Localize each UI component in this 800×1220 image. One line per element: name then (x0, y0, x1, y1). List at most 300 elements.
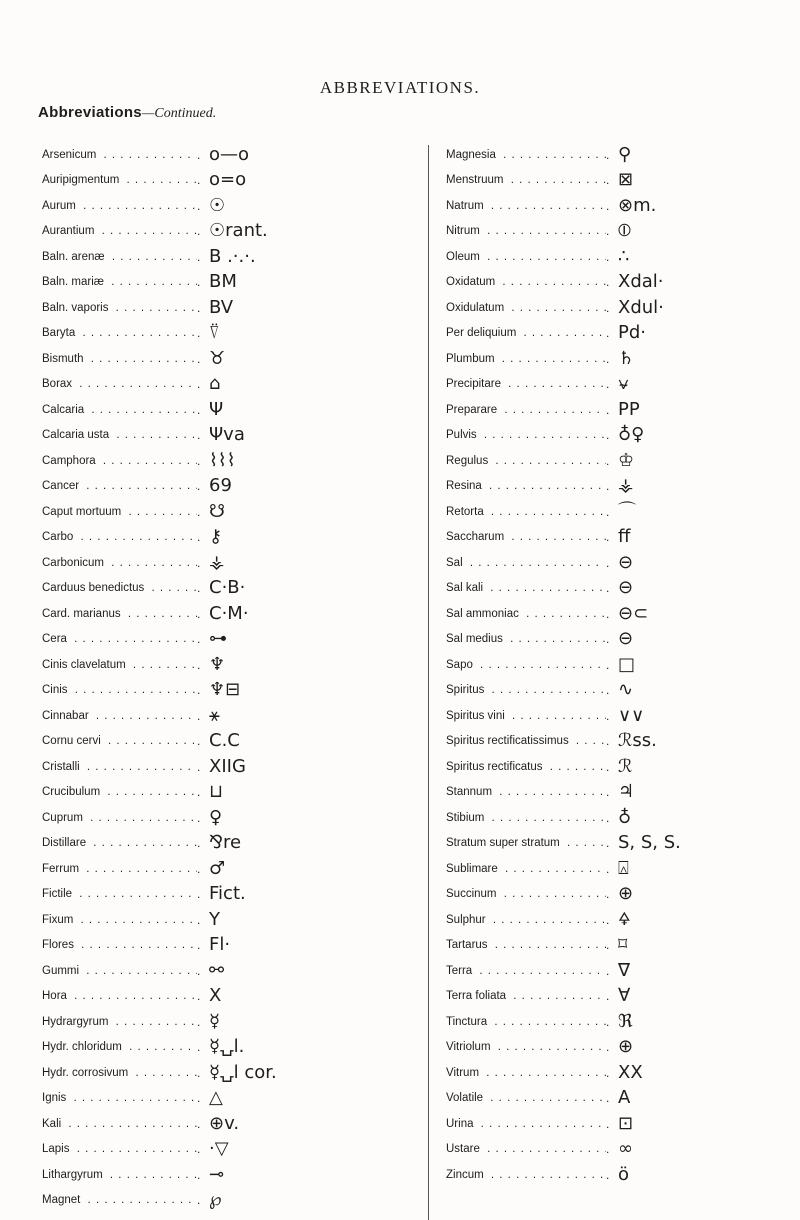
entry-term-text: Volatile (446, 1092, 486, 1104)
entry-term (446, 1169, 606, 1181)
leader-dot: . (197, 836, 201, 851)
entry-term (42, 914, 197, 926)
entry-symbol: ⌒ (618, 500, 636, 522)
leader-dot: . (197, 734, 201, 749)
entry-term-text: Baln. mariæ (42, 276, 107, 288)
entry-term-text: Arsenicum (42, 149, 99, 161)
entry-term (42, 353, 197, 365)
leader-dot: . (197, 683, 201, 698)
entry-term (446, 710, 606, 722)
entry-symbol: ⌂ (209, 373, 221, 395)
entry-term-text: Crucibulum (42, 786, 103, 798)
leader-dot: . (197, 224, 201, 239)
entry-symbol: ∇ (618, 959, 631, 981)
entry-term (42, 863, 197, 875)
leader-dot: . (606, 1116, 610, 1131)
entry-symbol: ⍢ (209, 322, 220, 344)
entry-symbol: o=o (209, 169, 247, 191)
entry-term-text: Flores (42, 939, 77, 951)
leader-dot: . (197, 810, 201, 825)
entry-term (42, 1143, 197, 1155)
abbreviation-entry (446, 270, 796, 296)
entry-term-text: Distillare (42, 837, 89, 849)
leader-dot: . (197, 989, 201, 1004)
leader-dot: . (197, 1091, 201, 1106)
column-divider (428, 145, 429, 1220)
entry-symbol: Xdul· (618, 296, 664, 318)
abbreviation-entry (446, 295, 796, 321)
abbreviation-entry (42, 1009, 402, 1035)
entry-symbol: ⊕v. (209, 1112, 240, 1134)
section-title-continued: —Continued. (141, 106, 217, 121)
entry-symbol: ♆⊟ (209, 679, 241, 701)
abbreviation-entry (446, 1162, 796, 1188)
entry-symbol: ∨∨ (618, 704, 645, 726)
entry-symbol: ff (618, 526, 631, 548)
leader-dot: . (606, 428, 610, 443)
entry-term (446, 276, 606, 288)
abbreviation-entry (42, 397, 402, 423)
entry-term (42, 455, 197, 467)
entry-symbol: ⊠ (618, 169, 634, 191)
entry-term-text: Hora (42, 990, 70, 1002)
entry-term-text: Hydrargyrum (42, 1016, 111, 1028)
entry-symbol: BV (209, 296, 234, 318)
entry-term-text: Card. marianus (42, 608, 124, 620)
entry-term (446, 378, 606, 390)
entry-symbol: ℘ (209, 1189, 222, 1211)
leader-dot: . (197, 938, 201, 953)
leader-dot: . (606, 989, 610, 1004)
abbreviation-entry (446, 1086, 796, 1112)
entry-term (446, 965, 606, 977)
entry-symbol: ⊖ (618, 577, 634, 599)
leader-dot: . (197, 912, 201, 927)
entry-term-text: Sal kali (446, 582, 486, 594)
abbreviation-entry (446, 346, 796, 372)
abbreviation-entry (42, 729, 402, 755)
abbreviation-entry (446, 1137, 796, 1163)
entry-symbol: o—o (209, 143, 250, 165)
leader-dot: . (606, 555, 610, 570)
leader-dot: . (606, 581, 610, 596)
leader-dot: . (197, 1040, 201, 1055)
entry-term (446, 1118, 606, 1130)
entry-term (446, 225, 606, 237)
entry-term-text: Cera (42, 633, 70, 645)
entry-term (42, 302, 197, 314)
entry-term-text: Pulvis (446, 429, 480, 441)
entry-symbol: ⊡ (618, 1112, 634, 1134)
entry-symbol: Fl· (209, 934, 231, 956)
leader-dot: . (606, 1040, 610, 1055)
entry-symbol: ☿ (209, 1010, 221, 1032)
section-title (38, 104, 216, 122)
entry-term-text: Resina (446, 480, 485, 492)
entry-symbol: ♂ (209, 857, 226, 879)
entry-term (42, 174, 197, 186)
leader-dot: . (197, 581, 201, 596)
entry-term (446, 888, 606, 900)
page-header: ABBREVIATIONS. (319, 78, 481, 97)
entry-symbol: B .·.·. (209, 245, 256, 267)
entry-term-text: Cinnabar (42, 710, 92, 722)
entry-symbol: Y (209, 908, 220, 930)
entry-symbol: A (618, 1087, 631, 1109)
entry-term-text: Oleum (446, 251, 483, 263)
abbreviation-entry (42, 984, 402, 1010)
entry-term-text: Carbo (42, 531, 76, 543)
entry-term-text: Sal medius (446, 633, 506, 645)
entry-term-text: Preparare (446, 404, 500, 416)
entry-term-text: Urina (446, 1118, 476, 1130)
entry-symbol: ⌇⌇⌇ (209, 449, 236, 471)
leader-dot: . (197, 1065, 201, 1080)
abbreviation-entry (42, 372, 402, 398)
entry-symbol: ♃ (618, 781, 635, 803)
entry-term (446, 608, 606, 620)
entry-term-text: Menstruum (446, 174, 507, 186)
leader-dot: . (606, 504, 610, 519)
leader-dot: . (606, 861, 610, 876)
entry-term (446, 633, 606, 645)
leader-dot: . (197, 785, 201, 800)
leader-dot: . (606, 836, 610, 851)
entry-term-text: Fictile (42, 888, 75, 900)
entry-term-text: Bismuth (42, 353, 87, 365)
entry-symbol: ⊖ (618, 551, 634, 573)
leader-dot: . (197, 1167, 201, 1182)
entry-term (446, 149, 606, 161)
entry-term (446, 200, 606, 212)
leader-dot: . (197, 1116, 201, 1131)
abbreviation-entry (446, 729, 796, 755)
abbreviation-entry (42, 346, 402, 372)
entry-symbol: BM (209, 271, 237, 293)
entry-term (42, 1194, 197, 1206)
abbreviation-entry (446, 474, 796, 500)
abbreviation-entry (42, 525, 402, 551)
entry-symbol: Fict. (209, 883, 246, 905)
entry-term-text: Terra (446, 965, 475, 977)
leader-dot: . (197, 708, 201, 723)
entry-symbol: ☋ (209, 500, 225, 522)
abbreviation-entry (42, 1035, 402, 1061)
entry-symbol: ⚶ (618, 475, 634, 497)
leader-dot: . (197, 555, 201, 570)
entry-term (446, 837, 606, 849)
entry-term-text: Ignis (42, 1092, 69, 1104)
entry-term-text: Stibium (446, 812, 487, 824)
entry-term (446, 174, 606, 186)
abbreviation-entry (42, 142, 402, 168)
entry-term (42, 480, 197, 492)
entry-term-text: Fixum (42, 914, 76, 926)
entry-term (446, 531, 606, 543)
abbreviation-entry (446, 193, 796, 219)
entry-term (42, 684, 197, 696)
entry-term (42, 990, 197, 1002)
abbreviation-entry (42, 270, 402, 296)
abbreviation-entry (42, 295, 402, 321)
entry-term-text: Tartarus (446, 939, 491, 951)
leader-dot: . (197, 887, 201, 902)
entry-symbol: ♁ (618, 806, 632, 828)
entry-term-text: Cristalli (42, 761, 83, 773)
entry-term (42, 149, 197, 161)
entry-symbol: C.C (209, 730, 240, 752)
entry-symbol: X (209, 985, 222, 1007)
entry-term (42, 633, 197, 645)
entry-term-text: Spiritus rectificatus (446, 761, 546, 773)
entry-term-text: Cancer (42, 480, 82, 492)
leader-dot: . (606, 657, 610, 672)
entry-symbol: □ (618, 653, 636, 675)
abbreviation-entry (42, 1162, 402, 1188)
entry-symbol: ⌑ (618, 934, 628, 956)
entry-term (42, 735, 197, 747)
entry-term (42, 531, 197, 543)
leader-dot: . (606, 479, 610, 494)
entry-symbol: ⊔ (209, 781, 224, 803)
abbreviation-entry (42, 933, 402, 959)
abbreviation-entry (446, 856, 796, 882)
entry-symbol: ∴ (618, 245, 630, 267)
leader-dot: . (606, 377, 610, 392)
abbreviation-entry (42, 321, 402, 347)
abbreviation-entry (446, 448, 796, 474)
leader-dot: . (197, 428, 201, 443)
entry-term-text: Zincum (446, 1169, 487, 1181)
leader-dot: . (606, 912, 610, 927)
abbreviation-entry (446, 576, 796, 602)
entry-term-text: Aurum (42, 200, 79, 212)
abbreviation-entry (42, 448, 402, 474)
entry-term (42, 710, 197, 722)
entry-term-text: Borax (42, 378, 75, 390)
entry-symbol: ⊖ (618, 628, 634, 650)
leader-dot: . (197, 530, 201, 545)
entry-term (42, 812, 197, 824)
abbreviation-entry (446, 550, 796, 576)
entry-symbol: ☿⍽l cor. (209, 1061, 277, 1083)
entry-symbol: ♁♀ (618, 424, 645, 446)
entry-term-text: Sal ammoniac (446, 608, 522, 620)
right-column (446, 142, 796, 1188)
leader-dot: . (197, 275, 201, 290)
entry-term (446, 429, 606, 441)
leader-dot: . (197, 606, 201, 621)
entry-term (42, 761, 197, 773)
entry-symbol: ☿⍽l. (209, 1036, 245, 1058)
abbreviation-entry (42, 754, 402, 780)
section-title-bold: Abbreviations (38, 104, 142, 121)
entry-term (42, 557, 197, 569)
leader-dot: . (606, 402, 610, 417)
abbreviation-entry (446, 933, 796, 959)
leader-dot: . (606, 759, 610, 774)
entry-symbol: △ (209, 1087, 223, 1109)
entry-symbol: 🜍 (618, 908, 631, 930)
entry-symbol: ℛss. (618, 730, 657, 752)
entry-symbol: ⊶ (209, 628, 227, 650)
entry-term (42, 429, 197, 441)
entry-term-text: Nitrum (446, 225, 483, 237)
abbreviation-entry (42, 244, 402, 270)
abbreviation-entry (446, 984, 796, 1010)
leader-dot: . (197, 861, 201, 876)
entry-term (42, 582, 197, 594)
abbreviation-entry (446, 831, 796, 857)
entry-term-text: Spiritus vini (446, 710, 508, 722)
abbreviation-entry (42, 1188, 402, 1214)
abbreviation-entry (42, 652, 402, 678)
entry-term (42, 837, 197, 849)
entry-term-text: Baln. vaporis (42, 302, 111, 314)
abbreviation-entry (446, 244, 796, 270)
entry-symbol: ·▽ (209, 1138, 229, 1160)
entry-term (42, 608, 197, 620)
entry-term (446, 251, 606, 263)
entry-symbol: ℜ (618, 1010, 633, 1032)
entry-term-text: Terra foliata (446, 990, 509, 1002)
entry-symbol: ö (618, 1163, 630, 1185)
leader-dot: . (606, 173, 610, 188)
entry-symbol: Xdal· (618, 271, 664, 293)
leader-dot: . (606, 734, 610, 749)
entry-term-text: Sulphur (446, 914, 489, 926)
entry-term (446, 914, 606, 926)
entry-term (42, 506, 197, 518)
entry-term (446, 327, 606, 339)
abbreviation-entry (446, 1060, 796, 1086)
entry-term (42, 1067, 197, 1079)
leader-dot: . (606, 938, 610, 953)
leader-dot: . (606, 275, 610, 290)
leader-dot: . (606, 147, 610, 162)
abbreviation-entry (446, 168, 796, 194)
leader-dot: . (606, 785, 610, 800)
entry-term (446, 353, 606, 365)
abbreviation-entry (446, 907, 796, 933)
entry-term-text: Cinis (42, 684, 71, 696)
entry-symbol: ♉ (209, 347, 226, 369)
entry-term (42, 378, 197, 390)
leader-dot: . (197, 198, 201, 213)
entry-symbol: ⅋re (209, 832, 242, 854)
entry-term (446, 582, 606, 594)
entry-symbol: S, S, S. (618, 832, 681, 854)
entry-symbol: ∀ (618, 985, 631, 1007)
entry-symbol: ⦶ (618, 220, 632, 242)
leader-dot: . (606, 1091, 610, 1106)
entry-term (446, 480, 606, 492)
entry-term-text: Carbonicum (42, 557, 107, 569)
entry-term-text: Cornu cervi (42, 735, 104, 747)
entry-symbol: ∞ (618, 1138, 633, 1160)
entry-symbol: ♔ (618, 449, 635, 471)
entry-term (446, 455, 606, 467)
abbreviation-entry (42, 168, 402, 194)
entry-term-text: Aurantium (42, 225, 97, 237)
entry-term (42, 1169, 197, 1181)
leader-dot: . (197, 300, 201, 315)
entry-term-text: Baryta (42, 327, 78, 339)
entry-term-text: Gummi (42, 965, 82, 977)
leader-dot: . (197, 173, 201, 188)
leader-dot: . (197, 1014, 201, 1029)
entry-term-text: Hydr. chloridum (42, 1041, 125, 1053)
entry-term (446, 939, 606, 951)
entry-term-text: Hydr. corrosivum (42, 1067, 131, 1079)
entry-term-text: Stannum (446, 786, 495, 798)
entry-term-text: Spiritus (446, 684, 487, 696)
entry-term-text: Tinctura (446, 1016, 490, 1028)
abbreviation-entry (446, 372, 796, 398)
entry-term (446, 302, 606, 314)
abbreviation-entry (42, 219, 402, 245)
abbreviation-entry (42, 627, 402, 653)
entry-symbol: XX (618, 1061, 643, 1083)
abbreviation-entry (446, 1035, 796, 1061)
entry-term-text: Retorta (446, 506, 487, 518)
abbreviation-entry (446, 780, 796, 806)
abbreviation-entry (446, 525, 796, 551)
leader-dot: . (197, 504, 201, 519)
abbreviation-entry (42, 193, 402, 219)
entry-symbol: Pd· (618, 322, 647, 344)
entry-symbol: Ψ (209, 398, 224, 420)
leader-dot: . (606, 530, 610, 545)
abbreviation-entry (42, 499, 402, 525)
entry-term-text: Caput mortuum (42, 506, 124, 518)
entry-term (42, 1092, 197, 1104)
entry-symbol: ⚷ (209, 526, 223, 548)
entry-term-text: Carduus benedictus (42, 582, 147, 594)
entry-term-text: Succinum (446, 888, 500, 900)
entry-term-text: Calcaria (42, 404, 87, 416)
entry-symbol: C·M· (209, 602, 249, 624)
leader-dot: . (606, 963, 610, 978)
entry-symbol: ⊕ (618, 883, 634, 905)
leader-dot: . (197, 453, 201, 468)
leader-dot: . (606, 887, 610, 902)
abbreviation-entry (446, 423, 796, 449)
abbreviation-entry (42, 1137, 402, 1163)
abbreviation-entry (42, 550, 402, 576)
leader-dot: . (197, 759, 201, 774)
leader-dot: . (197, 147, 201, 162)
entry-term (42, 659, 197, 671)
abbreviation-entry (446, 652, 796, 678)
entry-term (446, 404, 606, 416)
leader-dot: . (606, 224, 610, 239)
entry-symbol: ⚲ (618, 143, 632, 165)
entry-term-text: Spiritus rectificatissimus (446, 735, 572, 747)
entry-symbol: ∿ (618, 679, 634, 701)
entry-term (42, 327, 197, 339)
entry-term (446, 863, 606, 875)
abbreviation-entry (446, 754, 796, 780)
leader-dot: . (606, 632, 610, 647)
abbreviation-entry (42, 856, 402, 882)
entry-term-text: Kali (42, 1118, 64, 1130)
entry-term (446, 659, 606, 671)
entry-term-text: Cinis clavelatum (42, 659, 129, 671)
entry-term (446, 1067, 606, 1079)
abbreviation-entry (446, 958, 796, 984)
entry-term (42, 251, 197, 263)
